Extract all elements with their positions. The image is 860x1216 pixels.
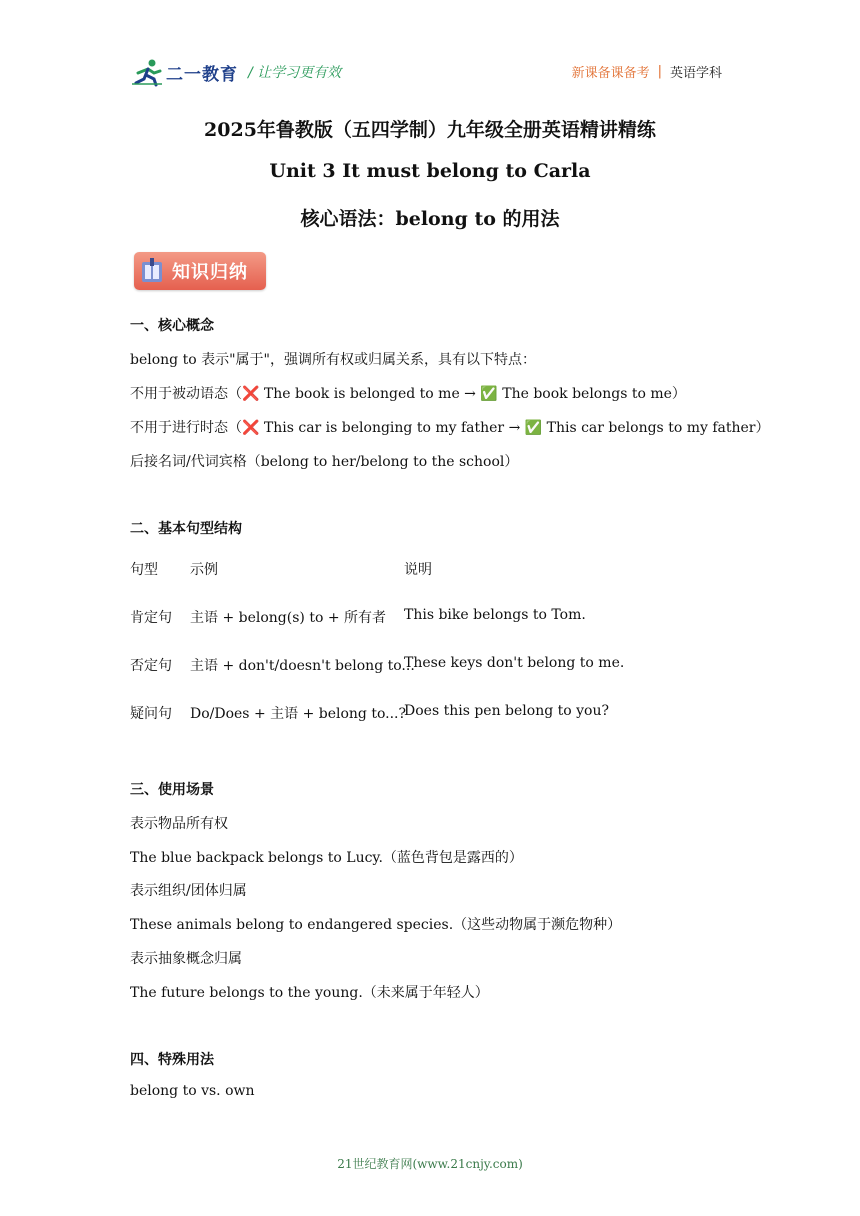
unit-title: Unit 3 It must belong to Carla [269, 160, 591, 182]
paragraph: 不用于被动语态（❌ The book is belonged to me → ✅ The book belongs to me） [130, 386, 686, 402]
paragraph: belong to 表示"属于"，强调所有权或归属关系，具有以下特点： [130, 352, 536, 368]
runner-icon [130, 57, 164, 87]
paragraph: 表示物品所有权 [130, 816, 228, 832]
logo-text: 二一教育 [166, 64, 238, 85]
table-cell: 疑问句 [130, 706, 172, 722]
paragraph: The future belongs to the young.（未来属于年轻人） [130, 985, 489, 1001]
brand-logo [130, 56, 238, 88]
table-cell: Do/Does + 主语 + belong to...? [190, 706, 407, 722]
table-header: 说明 [404, 562, 432, 578]
header-separator: | [657, 64, 662, 79]
course-label: 新课备课备考 [571, 66, 650, 81]
book-icon [140, 258, 164, 284]
knowledge-badge [134, 252, 266, 290]
table-header: 示例 [190, 562, 218, 578]
table-cell: 肯定句 [130, 610, 172, 626]
document-title: 2025年鲁教版（五四学制）九年级全册英语精讲精练 [204, 119, 656, 141]
table-cell: 否定句 [130, 658, 172, 674]
section-heading: 三、使用场景 [130, 782, 214, 798]
paragraph: 表示抽象概念归属 [130, 951, 242, 967]
table-cell: 主语 + don't/doesn't belong to... [190, 658, 415, 674]
grammar-title: 核心语法：belong to 的用法 [300, 208, 560, 230]
paragraph: 不用于进行时态（❌ This car is belonging to my father → ✅ This car belongs to my father） [130, 420, 770, 436]
paragraph: belong to vs. own [130, 1083, 255, 1099]
section-heading: 二、基本句型结构 [130, 521, 242, 537]
badge-label: 知识归纳 [172, 262, 248, 283]
table-cell: 主语 + belong(s) to + 所有者 [190, 610, 387, 626]
paragraph: The blue backpack belongs to Lucy.（蓝色背包是露西的） [130, 850, 523, 866]
table-cell: Does this pen belong to you? [404, 703, 609, 719]
paragraph: 表示组织/团体归属 [130, 883, 247, 899]
slogan: / 让学习更有效 [248, 65, 342, 81]
section-heading: 四、特殊用法 [130, 1052, 214, 1068]
paragraph: These animals belong to endangered species.（这些动物属于濒危物种） [130, 917, 622, 933]
header-right [572, 62, 722, 81]
table-cell: This bike belongs to Tom. [404, 607, 586, 623]
section-heading: 一、核心概念 [130, 318, 214, 334]
subject-label: 英语学科 [669, 66, 722, 81]
table-cell: These keys don't belong to me. [404, 655, 625, 671]
footer-link[interactable]: 21世纪教育网(www.21cnjy.com) [337, 1157, 523, 1171]
paragraph: 后接名词/代词宾格（belong to her/belong to the school） [130, 454, 519, 470]
table-header: 句型 [130, 562, 158, 578]
